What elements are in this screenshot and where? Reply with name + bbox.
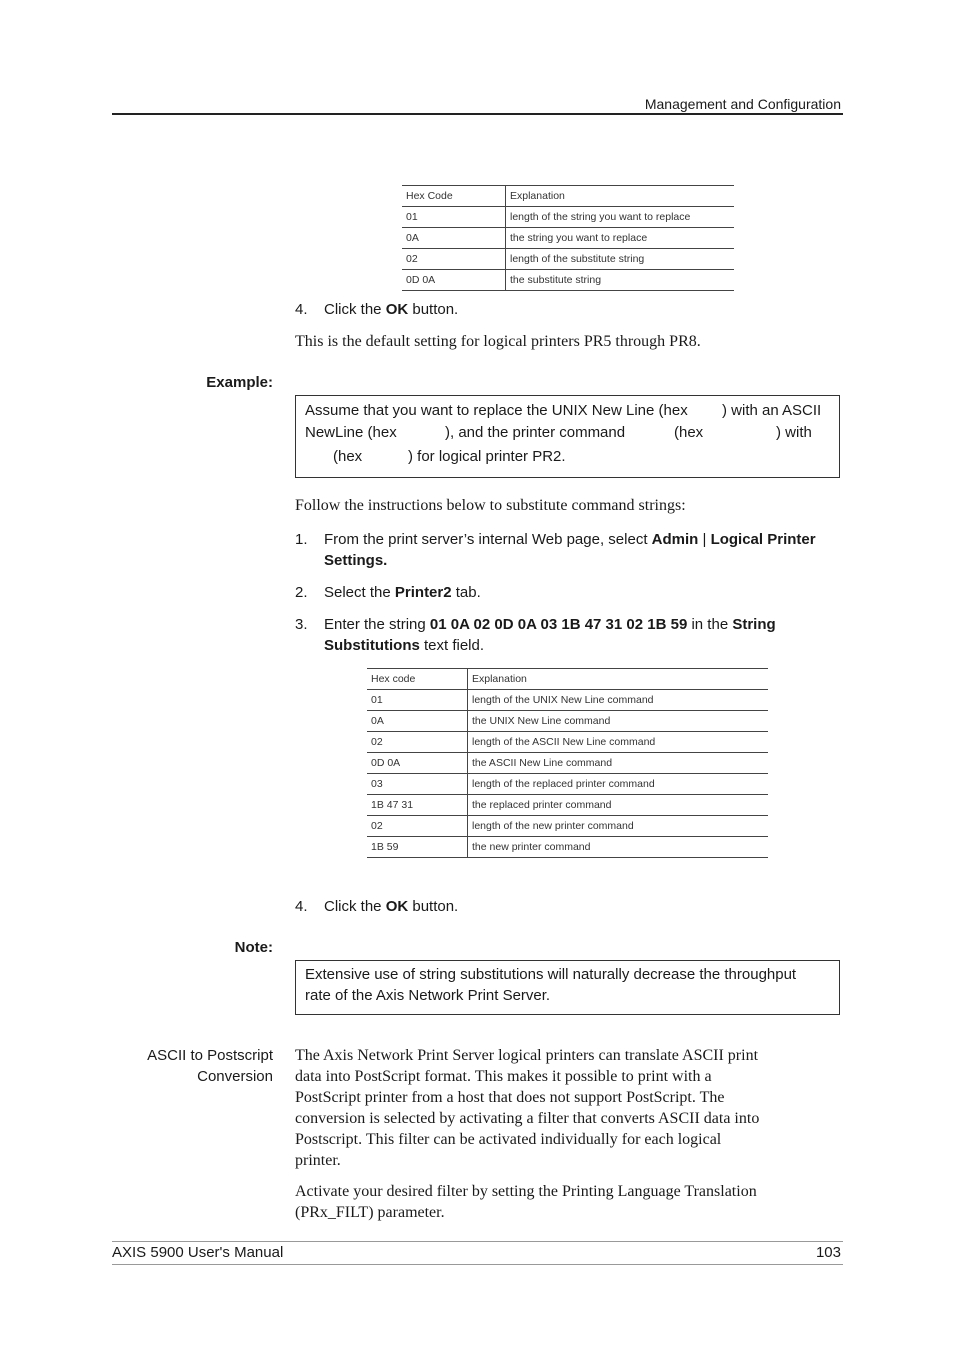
note-label: Note: <box>234 939 273 956</box>
note-box <box>295 960 840 1015</box>
table-header-row <box>402 186 734 207</box>
example-text: ) with <box>776 424 812 441</box>
table-cell: length of the UNIX New Line command <box>468 690 769 711</box>
table-cell: length of the ASCII New Line command <box>468 732 769 753</box>
table-cell: the replaced printer command <box>468 795 769 816</box>
example-text: Assume that you want to replace the UNIX New Line (hex <box>305 402 688 419</box>
default-setting-paragraph: This is the default setting for logical printers PR5 through PR8. <box>295 333 701 350</box>
ascii-paragraph-1: The Axis Network Print Server logical printers can translate ASCII print data into PostScript format. This makes it possible to print with a PostScript printer from a host that does not support PostScript. The conversion is selected by activating a filter that converts ASCII data into Postscript. This filter can be activated individually for each logical printer. <box>295 1047 760 1169</box>
step-text: From the print server’s internal Web page, select Admin | Logical Printer Settings. <box>324 531 816 569</box>
table-row <box>367 711 768 732</box>
table-cell: length of the new printer command <box>468 816 769 837</box>
follow-instructions-paragraph: Follow the instructions below to substitute command strings: <box>295 497 686 514</box>
table-row <box>367 732 768 753</box>
table-header-cell: Explanation <box>468 669 769 690</box>
note-text: Extensive use of string substitutions will naturally decrease the throughput <box>305 966 797 983</box>
example-text: ) with an ASCII <box>722 402 822 419</box>
table-cell: 03 <box>367 774 468 795</box>
note-text: rate of the Axis Network Print Server. <box>305 987 551 1004</box>
table-cell: 01 <box>402 207 506 228</box>
example-text: ) for logical printer PR2. <box>408 448 566 465</box>
table-cell: 0A <box>402 228 506 249</box>
table-cell: the ASCII New Line command <box>468 753 769 774</box>
table-row <box>402 207 734 228</box>
table-cell: length of the string you want to replace <box>506 207 735 228</box>
example-text: NewLine (hex <box>305 424 397 441</box>
footer-rule-bottom <box>112 1264 843 1265</box>
hex-table-1 <box>402 185 734 291</box>
example-text: ), and the printer command <box>445 424 626 441</box>
footer-rule-top <box>112 1241 843 1242</box>
step-number: 2. <box>295 584 308 601</box>
table-row <box>367 690 768 711</box>
table-cell: 0D 0A <box>402 270 506 291</box>
table-header-cell: Hex Code <box>402 186 506 207</box>
table-cell: 02 <box>367 732 468 753</box>
hex-table-2 <box>367 668 768 858</box>
table-cell: length of the substitute string <box>506 249 735 270</box>
table-row <box>402 270 734 291</box>
step-number: 4. <box>295 898 308 915</box>
step-number: 1. <box>295 531 308 548</box>
table-cell: length of the replaced printer command <box>468 774 769 795</box>
step-number: 4. <box>295 301 308 318</box>
table-cell: 0D 0A <box>367 753 468 774</box>
table-cell: the new printer command <box>468 837 769 858</box>
table-cell: 1B 59 <box>367 837 468 858</box>
table-row <box>402 228 734 249</box>
table-row <box>367 816 768 837</box>
table-header-cell: Hex code <box>367 669 468 690</box>
table-cell: 0A <box>367 711 468 732</box>
page-number: 103 <box>815 1244 841 1261</box>
step-text: Enter the string 01 0A 02 0D 0A 03 1B 47 31 02 1B 59 in the String Substitutions text field. <box>324 616 776 654</box>
table-row <box>367 837 768 858</box>
table-cell: 01 <box>367 690 468 711</box>
step-text: Click the OK button. <box>324 301 459 318</box>
ascii-paragraph-2: Activate your desired filter by setting the Printing Language Translation (PRx_FILT) parameter. <box>295 1183 757 1221</box>
step-text: Select the Printer2 tab. <box>324 584 481 601</box>
table-row <box>367 753 768 774</box>
table-cell: 1B 47 31 <box>367 795 468 816</box>
example-text: (hex <box>333 448 363 465</box>
table-cell: the UNIX New Line command <box>468 711 769 732</box>
example-box <box>295 395 840 478</box>
table-row <box>367 795 768 816</box>
table-cell: the string you want to replace <box>506 228 735 249</box>
table-row <box>367 774 768 795</box>
table-cell: 02 <box>367 816 468 837</box>
header-rule <box>112 113 843 115</box>
step-text: Click the OK button. <box>324 898 459 915</box>
table-row <box>402 249 734 270</box>
example-text: (hex <box>674 424 704 441</box>
side-heading: ASCII to Postscript Conversion <box>147 1047 273 1085</box>
table-cell: the substitute string <box>506 270 735 291</box>
footer-manual-title: AXIS 5900 User's Manual <box>112 1244 284 1261</box>
step-number: 3. <box>295 616 308 633</box>
example-label: Example: <box>206 374 273 391</box>
table-header-cell: Explanation <box>506 186 735 207</box>
running-header: Management and Configuration <box>644 96 841 112</box>
table-cell: 02 <box>402 249 506 270</box>
table-header-row <box>367 669 768 690</box>
